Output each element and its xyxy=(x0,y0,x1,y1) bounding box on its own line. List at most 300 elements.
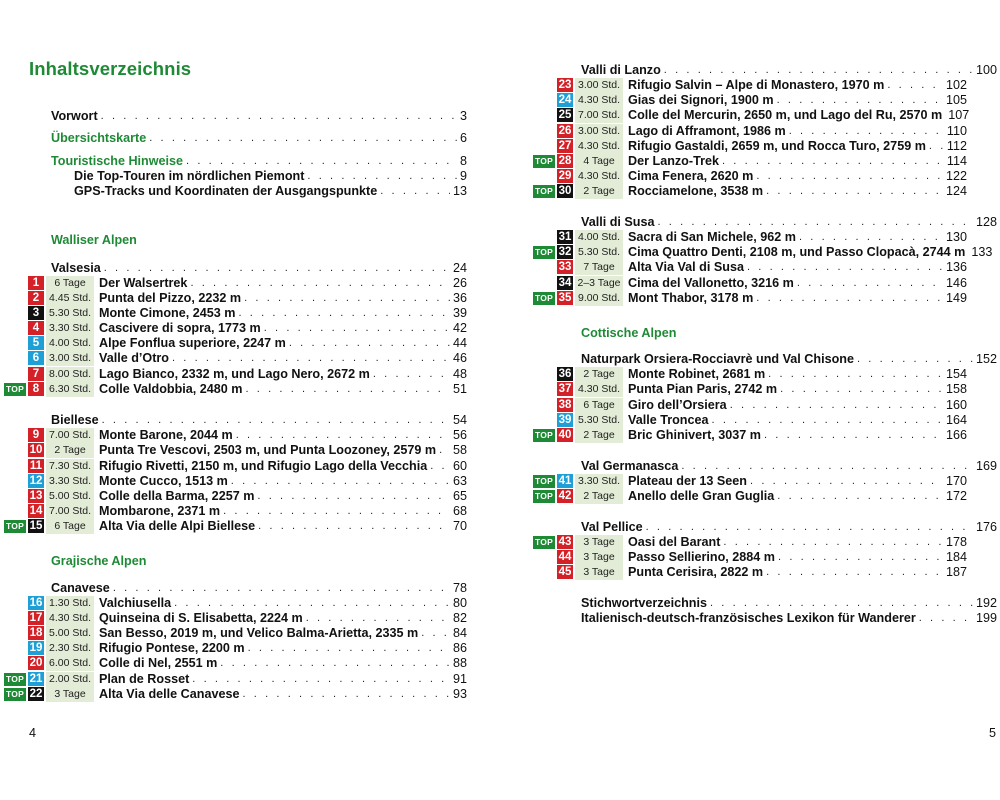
tour-title-line xyxy=(628,78,967,93)
top-tour-badge: TOP xyxy=(4,383,26,396)
tour-title-line xyxy=(628,108,970,123)
tour-row[interactable] xyxy=(500,78,1000,93)
tour-duration: 6 Tage xyxy=(575,398,623,413)
entry-page: 100 xyxy=(975,63,997,77)
entry-page: 78 xyxy=(452,581,467,595)
leader-dots xyxy=(799,230,943,245)
tour-number-badge: 31 xyxy=(558,231,572,243)
tour-page: 48 xyxy=(452,367,467,381)
entry-page: 152 xyxy=(975,352,997,366)
tour-row[interactable] xyxy=(0,626,500,641)
tour-page: 56 xyxy=(452,428,467,442)
leader-dots xyxy=(220,656,450,671)
tour-duration: 7.30 Std. xyxy=(46,459,94,474)
tour-title: Lago di Afframont, 1986 m xyxy=(628,124,786,138)
leader-dots xyxy=(887,78,943,93)
toc-entry-gps-tracks[interactable] xyxy=(74,184,467,199)
tour-title: Valle d’Otro xyxy=(99,351,169,365)
leader-dots xyxy=(929,139,944,154)
leader-dots xyxy=(258,519,450,534)
tour-duration: 5.30 Std. xyxy=(575,245,623,260)
entry-page: 8 xyxy=(459,154,467,168)
page-number-right: 5 xyxy=(989,726,997,740)
tour-number-badge: 13 xyxy=(29,490,43,502)
tour-title-line xyxy=(99,382,467,397)
tour-duration: 4.30 Std. xyxy=(575,169,623,184)
tour-row[interactable] xyxy=(0,336,500,351)
tour-title-line xyxy=(99,367,467,382)
entry-page: 176 xyxy=(975,520,997,534)
tour-page: 105 xyxy=(945,93,967,107)
tour-title-line xyxy=(99,611,467,626)
entry-label: Valsesia xyxy=(51,261,101,275)
tour-page: 42 xyxy=(452,321,467,335)
tour-duration: 2 Tage xyxy=(575,184,623,199)
leader-dots xyxy=(421,626,450,641)
tour-title: Der Walsertrek xyxy=(99,276,188,290)
tour-number-badge: 28 xyxy=(558,155,572,167)
tour-row[interactable] xyxy=(0,291,500,306)
tour-row[interactable] xyxy=(500,184,1000,199)
tour-page: 170 xyxy=(945,474,967,488)
tour-row[interactable] xyxy=(500,367,1000,382)
tour-page: 172 xyxy=(945,489,967,503)
area-entry-val-pellice[interactable] xyxy=(581,520,997,535)
leader-dots xyxy=(756,291,943,306)
tour-duration: 3.30 Std. xyxy=(46,321,94,336)
entry-label: Val Pellice xyxy=(581,520,643,534)
tour-row[interactable] xyxy=(500,565,1000,580)
tour-page: 107 xyxy=(948,108,970,122)
leader-dots xyxy=(245,382,450,397)
tour-row[interactable] xyxy=(500,474,1000,489)
tour-row[interactable] xyxy=(0,489,500,504)
entry-page: 24 xyxy=(452,261,467,275)
area-entry-valsesia[interactable] xyxy=(51,261,467,276)
tour-duration: 2.30 Std. xyxy=(46,641,94,656)
tour-title: Punta del Pizzo, 2232 m xyxy=(99,291,242,305)
tour-title: Cima del Vallonetto, 3216 m xyxy=(628,276,794,290)
area-entry-val-germanasca[interactable] xyxy=(581,459,997,474)
toc-entry-top-touren[interactable] xyxy=(74,169,467,184)
entry-label: Die Top-Touren im nördlichen Piemont xyxy=(74,169,305,183)
tour-number-badge: 14 xyxy=(29,505,43,517)
tour-title: Colle del Mercurin, 2650 m, und Lago del Ru, 2570 m xyxy=(628,108,943,122)
tour-page: 160 xyxy=(945,398,967,412)
tour-duration: 6.00 Std. xyxy=(46,656,94,671)
tour-number-badge: 7 xyxy=(28,367,44,381)
tour-number-badge: 17 xyxy=(29,612,43,624)
leader-dots xyxy=(756,169,943,184)
entry-label: Valli di Lanzo xyxy=(581,63,661,77)
top-tour-badge: TOP xyxy=(533,490,555,503)
tour-duration: 3 Tage xyxy=(46,687,94,702)
tour-title-line xyxy=(628,413,967,428)
tour-row[interactable] xyxy=(0,428,500,443)
tour-title: Oasi del Barant xyxy=(628,535,721,549)
tour-page: 187 xyxy=(945,565,967,579)
tour-row[interactable] xyxy=(0,504,500,519)
tour-row[interactable] xyxy=(0,641,500,656)
leader-dots xyxy=(764,428,943,443)
tour-title: Valle Troncea xyxy=(628,413,709,427)
entry-page: 128 xyxy=(975,215,997,229)
tour-page: 124 xyxy=(945,184,967,198)
tour-row[interactable] xyxy=(0,672,500,687)
tour-page: 178 xyxy=(945,535,967,549)
toc-entry-vorwort[interactable] xyxy=(51,109,467,124)
tour-title: Cima Fenera, 2620 m xyxy=(628,169,754,183)
leader-dots xyxy=(236,428,450,443)
tour-number-badge: 23 xyxy=(558,79,572,91)
tour-duration: 5.00 Std. xyxy=(46,626,94,641)
leader-dots xyxy=(244,291,450,306)
tour-row[interactable] xyxy=(500,154,1000,169)
section-heading-grajische-alpen: Grajische Alpen xyxy=(51,554,147,568)
tour-title-line xyxy=(628,474,967,489)
leader-dots xyxy=(223,504,450,519)
section-heading-walliser-alpen: Walliser Alpen xyxy=(51,233,137,247)
tour-duration: 4.00 Std. xyxy=(46,336,94,351)
tour-duration: 4.30 Std. xyxy=(575,139,623,154)
tour-row[interactable] xyxy=(500,276,1000,291)
toc-entry-stichwortverzeichnis[interactable] xyxy=(581,596,997,611)
tour-page: 184 xyxy=(945,550,967,564)
leader-dots xyxy=(780,382,943,397)
tour-page: 114 xyxy=(946,154,967,168)
tour-row[interactable] xyxy=(0,351,500,366)
tour-duration: 6 Tage xyxy=(46,519,94,534)
tour-number-badge: 25 xyxy=(558,109,572,121)
tour-title-line xyxy=(99,626,467,641)
section-heading-cottische-alpen: Cottische Alpen xyxy=(581,326,677,340)
entry-label: Stichwortverzeichnis xyxy=(581,596,707,610)
tour-duration: 7 Tage xyxy=(575,260,623,275)
entry-label: Biellese xyxy=(51,413,99,427)
tour-duration: 7.00 Std. xyxy=(575,108,623,123)
tour-row[interactable] xyxy=(500,398,1000,413)
tour-row[interactable] xyxy=(0,443,500,458)
tour-duration: 3 Tage xyxy=(575,550,623,565)
tour-row[interactable] xyxy=(500,260,1000,275)
tour-title-line xyxy=(99,656,467,671)
area-entry-valli-di-lanzo[interactable] xyxy=(581,63,997,78)
tour-title: Anello delle Gran Guglia xyxy=(628,489,775,503)
leader-dots xyxy=(248,641,450,656)
page-title: Inhaltsverzeichnis xyxy=(29,58,192,79)
tour-row[interactable] xyxy=(500,139,1000,154)
tour-page: 110 xyxy=(946,124,967,138)
tour-number-badge: 26 xyxy=(558,125,572,137)
tour-title-line xyxy=(99,321,467,336)
tour-duration: 2 Tage xyxy=(575,428,623,443)
top-tour-badge: TOP xyxy=(533,429,555,442)
tour-row[interactable] xyxy=(0,367,500,382)
leader-dots xyxy=(777,93,943,108)
tour-number-badge: 9 xyxy=(28,428,44,442)
leader-dots xyxy=(242,687,450,702)
tour-row[interactable] xyxy=(0,596,500,611)
entry-page: 13 xyxy=(452,184,467,198)
tour-title: Sacra di San Michele, 962 m xyxy=(628,230,796,244)
tour-number-badge: 8 xyxy=(28,382,44,396)
tour-row[interactable] xyxy=(500,535,1000,550)
tour-number-badge: 41 xyxy=(558,475,572,487)
leader-dots xyxy=(777,489,943,504)
top-tour-badge: TOP xyxy=(533,185,555,198)
tour-duration: 4.30 Std. xyxy=(575,382,623,397)
tour-title-line xyxy=(99,687,467,702)
tour-duration: 6.30 Std. xyxy=(46,382,94,397)
tour-title: Plateau der 13 Seen xyxy=(628,474,748,488)
tour-row[interactable] xyxy=(500,413,1000,428)
tour-title: Monte Barone, 2044 m xyxy=(99,428,233,442)
tour-number-badge: 15 xyxy=(29,520,43,532)
page-number-left: 4 xyxy=(29,726,37,740)
tour-row[interactable] xyxy=(0,687,500,702)
tour-title-line xyxy=(99,428,467,443)
tour-duration: 8.00 Std. xyxy=(46,367,94,382)
tour-title-line xyxy=(99,641,467,656)
tour-title: Mombarone, 2371 m xyxy=(99,504,221,518)
tour-duration: 9.00 Std. xyxy=(575,291,623,306)
leader-dots xyxy=(257,489,450,504)
tour-page: 80 xyxy=(452,596,467,610)
tour-row[interactable] xyxy=(0,474,500,489)
tour-page: 86 xyxy=(452,641,467,655)
tour-title: Valchiusella xyxy=(99,596,172,610)
tour-page: 149 xyxy=(945,291,967,305)
tour-number-badge: 24 xyxy=(558,94,572,106)
tour-title-line xyxy=(628,184,967,199)
entry-page: 169 xyxy=(975,459,997,473)
tour-number-badge: 19 xyxy=(29,642,43,654)
tour-number-badge: 21 xyxy=(29,673,43,685)
tour-duration: 3.00 Std. xyxy=(575,124,623,139)
tour-duration: 4.30 Std. xyxy=(575,93,623,108)
tour-title: Quinseina di S. Elisabetta, 2224 m xyxy=(99,611,303,625)
tour-row[interactable] xyxy=(500,291,1000,306)
entry-label: Touristische Hinweise xyxy=(51,154,184,168)
tour-title: Cima Quattro Denti, 2108 m, und Passo Clopacà, 2744 m xyxy=(628,245,966,259)
top-tour-badge: TOP xyxy=(533,536,555,549)
tour-row[interactable] xyxy=(500,108,1000,123)
top-tour-badge: TOP xyxy=(533,475,555,488)
tour-title-line xyxy=(628,398,967,413)
tour-page: 51 xyxy=(452,382,467,396)
tour-duration: 4.30 Std. xyxy=(46,611,94,626)
tour-title: Alta Via delle Canavese xyxy=(99,687,240,701)
tour-row[interactable] xyxy=(0,656,500,671)
leader-dots xyxy=(373,367,450,382)
entry-label: Italienisch-deutsch-französisches Lexikon für Wanderer xyxy=(581,611,916,625)
tour-title: Rifugio Salvin – Alpe di Monastero, 1970 m xyxy=(628,78,885,92)
tour-page: 26 xyxy=(452,276,467,290)
tour-title: Cascivere di sopra, 1773 m xyxy=(99,321,261,335)
entry-page: 9 xyxy=(459,169,467,183)
tour-title: Alta Via delle Alpi Biellese xyxy=(99,519,256,533)
tour-number-badge: 35 xyxy=(558,292,572,304)
tour-page: 36 xyxy=(452,291,467,305)
entry-label: GPS-Tracks und Koordinaten der Ausgangspunkte xyxy=(74,184,378,198)
leader-dots xyxy=(730,398,943,413)
tour-title: Gias dei Signori, 1900 m xyxy=(628,93,774,107)
tour-number-badge: 44 xyxy=(558,551,572,563)
top-tour-badge: TOP xyxy=(533,155,555,168)
tour-number-badge: 5 xyxy=(28,336,44,350)
tour-row[interactable] xyxy=(500,550,1000,565)
tour-page: 102 xyxy=(945,78,967,92)
leader-dots xyxy=(722,154,944,169)
tour-row[interactable] xyxy=(0,276,500,291)
tour-page: 44 xyxy=(452,336,467,350)
tour-duration: 3 Tage xyxy=(575,535,623,550)
tour-title: Rifugio Rivetti, 2150 m, und Rifugio Lago della Vecchia xyxy=(99,459,428,473)
tour-page: 68 xyxy=(452,504,467,518)
area-entry-biellese[interactable] xyxy=(51,413,467,428)
tour-number-badge: 10 xyxy=(29,444,43,456)
tour-title: Lago Bianco, 2332 m, und Lago Nero, 2672 m xyxy=(99,367,370,381)
tour-row[interactable] xyxy=(0,519,500,534)
entry-label: Übersichtskarte xyxy=(51,131,147,145)
tour-duration: 5.00 Std. xyxy=(46,489,94,504)
tour-page: 122 xyxy=(945,169,967,183)
entry-label: Naturpark Orsiera-Rocciavrè und Val Chisone xyxy=(581,352,854,366)
tour-number-badge: 29 xyxy=(558,170,572,182)
tour-title-line xyxy=(628,139,967,154)
tour-row[interactable] xyxy=(500,245,1000,260)
tour-title-line xyxy=(99,336,467,351)
entry-page: 3 xyxy=(459,109,467,123)
tour-title: Rifugio Pontese, 2200 m xyxy=(99,641,245,655)
tour-page: 46 xyxy=(452,351,467,365)
tour-title-line xyxy=(628,535,967,550)
tour-page: 146 xyxy=(945,276,967,290)
tour-title-line xyxy=(99,443,467,458)
tour-page: 58 xyxy=(452,443,467,457)
tour-number-badge: 43 xyxy=(558,536,572,548)
toc-entry-uebersichtskarte[interactable] xyxy=(51,131,467,146)
area-entry-valli-di-susa[interactable] xyxy=(581,215,997,230)
leader-dots xyxy=(747,260,943,275)
area-entry-naturpark-orsiera[interactable] xyxy=(581,352,997,367)
entry-label: Vorwort xyxy=(51,109,98,123)
tour-row[interactable] xyxy=(0,306,500,321)
tour-title-line xyxy=(628,565,967,580)
tour-row[interactable] xyxy=(500,93,1000,108)
tour-title: San Besso, 2019 m, und Velico Balma-Arietta, 2335 m xyxy=(99,626,419,640)
tour-title: Monte Cucco, 1513 m xyxy=(99,474,228,488)
tour-duration: 7.00 Std. xyxy=(46,428,94,443)
tour-page: 65 xyxy=(452,489,467,503)
toc-entry-lexikon[interactable] xyxy=(581,611,997,626)
tour-duration: 4 Tage xyxy=(575,154,623,169)
tour-title: Monte Robinet, 2681 m xyxy=(628,367,766,381)
tour-number-badge: 37 xyxy=(558,383,572,395)
tour-row[interactable] xyxy=(500,428,1000,443)
tour-duration: 3 Tage xyxy=(575,565,623,580)
leader-dots xyxy=(750,474,943,489)
tour-row[interactable] xyxy=(0,382,500,397)
tour-duration: 5.30 Std. xyxy=(46,306,94,321)
tour-title-line xyxy=(628,276,967,291)
tour-row[interactable] xyxy=(500,489,1000,504)
tour-row[interactable] xyxy=(0,321,500,336)
tour-page: 60 xyxy=(452,459,467,473)
tour-row[interactable] xyxy=(0,459,500,474)
leader-dots xyxy=(778,550,943,565)
tour-title: Alpe Fonflua superiore, 2247 m xyxy=(99,336,286,350)
top-tour-badge: TOP xyxy=(4,673,26,686)
tour-page: 82 xyxy=(452,611,467,625)
tour-page: 133 xyxy=(971,245,993,259)
leader-dots xyxy=(172,351,450,366)
leader-dots xyxy=(766,565,943,580)
tour-number-badge: 12 xyxy=(29,475,43,487)
leader-dots xyxy=(797,276,943,291)
tour-page: 136 xyxy=(945,260,967,274)
tour-row[interactable] xyxy=(500,230,1000,245)
tour-row[interactable] xyxy=(500,124,1000,139)
tour-row[interactable] xyxy=(500,169,1000,184)
tour-number-badge: 33 xyxy=(558,261,572,273)
tour-title: Punta Tre Vescovi, 2503 m, und Punta Loozoney, 2579 m xyxy=(99,443,437,457)
tour-title: Rocciamelone, 3538 m xyxy=(628,184,764,198)
entry-label: Val Germanasca xyxy=(581,459,679,473)
tour-title: Colle di Nel, 2551 m xyxy=(99,656,218,670)
leader-dots xyxy=(238,306,450,321)
tour-page: 93 xyxy=(452,687,467,701)
leader-dots xyxy=(231,474,450,489)
tour-duration: 7.00 Std. xyxy=(46,504,94,519)
tour-page: 70 xyxy=(452,519,467,533)
tour-duration: 4.45 Std. xyxy=(46,291,94,306)
tour-number-badge: 32 xyxy=(558,246,572,258)
tour-page: 154 xyxy=(945,367,967,381)
tour-title-line xyxy=(99,276,467,291)
tour-title: Colle Valdobbia, 2480 m xyxy=(99,382,243,396)
leader-dots xyxy=(289,336,450,351)
tour-title-line xyxy=(628,169,967,184)
tour-number-badge: 1 xyxy=(28,276,44,290)
tour-title-line xyxy=(628,154,967,169)
tour-number-badge: 39 xyxy=(558,414,572,426)
tour-title: Punta Cerisira, 2822 m xyxy=(628,565,764,579)
toc-entry-touristische-hinweise[interactable] xyxy=(51,154,467,169)
tour-number-badge: 42 xyxy=(558,490,572,502)
tour-number-badge: 34 xyxy=(558,277,572,289)
tour-number-badge: 3 xyxy=(28,306,44,320)
tour-row[interactable] xyxy=(0,611,500,626)
area-entry-canavese[interactable] xyxy=(51,581,467,596)
tour-number-badge: 38 xyxy=(558,399,572,411)
top-tour-badge: TOP xyxy=(4,520,26,533)
tour-row[interactable] xyxy=(500,382,1000,397)
tour-title: Giro dell’Orsiera xyxy=(628,398,727,412)
entry-label: Valli di Susa xyxy=(581,215,655,229)
right-page xyxy=(500,0,1000,800)
leader-dots xyxy=(789,124,944,139)
tour-page: 88 xyxy=(452,656,467,670)
leader-dots xyxy=(439,443,450,458)
tour-number-badge: 45 xyxy=(558,566,572,578)
tour-title: Colle della Barma, 2257 m xyxy=(99,489,255,503)
leader-dots xyxy=(723,535,943,550)
tour-number-badge: 36 xyxy=(558,368,572,380)
tour-title-line xyxy=(628,245,993,260)
leader-dots xyxy=(174,596,450,611)
tour-number-badge: 6 xyxy=(28,351,44,365)
